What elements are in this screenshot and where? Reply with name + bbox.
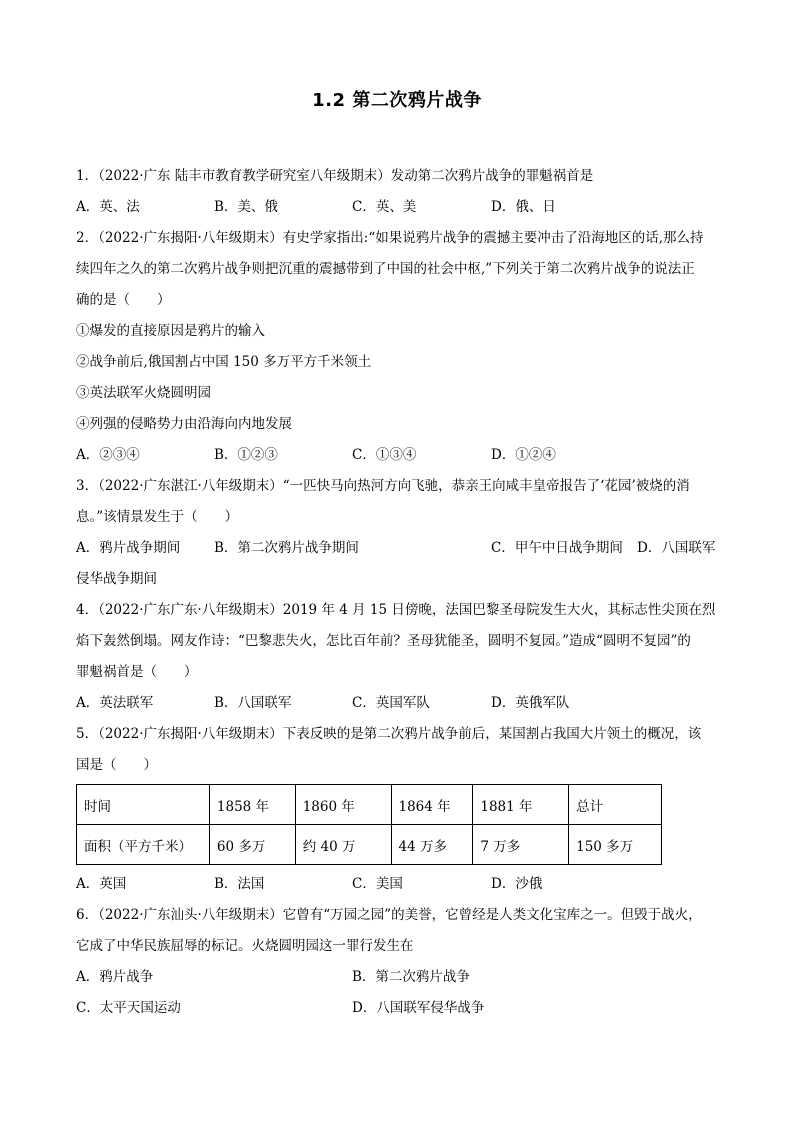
- table-cell: 总计: [569, 785, 662, 825]
- table-row-area: [77, 825, 662, 865]
- question-3-option-d: D．八国联军: [637, 540, 716, 556]
- table-cell: 150 多万: [569, 825, 662, 865]
- table-cell: 1858 年: [209, 785, 295, 825]
- question-3-option-d-continued: 侵华战争期间: [76, 571, 157, 587]
- question-1-option-c: C．英、美: [352, 199, 417, 215]
- question-5-option-a: A．英国: [76, 876, 127, 892]
- question-2-item-1: ①爆发的直接原因是鸦片的输入: [76, 323, 265, 339]
- question-3-option-c: C．甲午中日战争期间: [491, 540, 623, 556]
- question-3-option-b: B．第二次鸦片战争期间: [214, 540, 359, 556]
- question-3-stem-line-2: 息。”该情景发生于（ ）: [76, 509, 239, 525]
- question-2-item-3: ③英法联军火烧圆明园: [76, 385, 211, 401]
- question-6-stem-line-1: 6．（2022·广东汕头·八年级期末）它曾有“万园之园”的美誉，它曾经是人类文化宝库之一。但毁于战火，: [76, 907, 702, 923]
- question-4-option-a: A．英法联军: [76, 695, 154, 711]
- question-1-option-b: B．美、俄: [214, 199, 278, 215]
- question-6-option-c: C．太平天国运动: [76, 1000, 181, 1016]
- question-2-option-b: B．①②③: [214, 447, 278, 463]
- question-5-stem-line-1: 5．（2022·广东揭阳·八年级期末）下表反映的是第二次鸦片战争前后，某国割占我国大片领土的概况，该: [76, 726, 702, 742]
- table-cell: 60 多万: [209, 825, 295, 865]
- table-cell: 1860 年: [295, 785, 391, 825]
- question-5-stem-line-2: 国是（ ）: [76, 757, 157, 773]
- question-4-option-b: B．八国联军: [214, 695, 292, 711]
- question-2-stem-line-1: 2．（2022·广东揭阳·八年级期末）有史学家指出:“如果说鸦片战争的震撼主要冲击了沿海地区的话,那么持: [76, 230, 704, 246]
- question-2-option-c: C．①③④: [352, 447, 417, 463]
- question-6-option-b: B．第二次鸦片战争: [352, 969, 470, 985]
- question-3-stem-line-1: 3．（2022·广东湛江·八年级期末）“一匹快马向热河方向飞驰，恭亲王向咸丰皇帝报告了‘花园’被烧的消: [76, 478, 690, 494]
- page-title: 1.2 第二次鸦片战争: [312, 90, 482, 111]
- table-cell: 时间: [77, 785, 210, 825]
- question-2-option-a: A．②③④: [76, 447, 140, 463]
- question-2-item-2: ②战争前后,俄国割占中国 150 多万平方千米领土: [76, 354, 372, 370]
- question-4-stem-line-3: 罪魁祸首是（ ）: [76, 664, 198, 680]
- question-6-option-d: D．八国联军侵华战争: [352, 1000, 485, 1016]
- question-2-stem-line-3: 确的是（ ）: [76, 292, 171, 308]
- table-row-header: [77, 785, 662, 825]
- question-5-option-b: B．法国: [214, 876, 265, 892]
- table-cell: 面积（平方千米）: [77, 825, 210, 865]
- question-2-option-d: D．①②④: [491, 447, 556, 463]
- question-4-stem-line-2: 焰下轰然倒塌。网友作诗：“巴黎悲失火，怎比百年前？圣母犹能圣，圆明不复园。”造成“圆明不复园”的: [76, 633, 691, 649]
- table-cell: 1881 年: [473, 785, 569, 825]
- table-cell: 44 万多: [391, 825, 473, 865]
- question-6-stem-line-2: 它成了中华民族屈辱的标记。火烧圆明园这一罪行发生在: [76, 938, 414, 954]
- question-2-item-4: ④列强的侵略势力由沿海向内地发展: [76, 416, 292, 432]
- question-2-stem-line-2: 续四年之久的第二次鸦片战争则把沉重的震撼带到了中国的社会中枢,”下列关于第二次鸦片战争的说法正: [76, 261, 695, 277]
- question-5-option-d: D．沙俄: [491, 876, 543, 892]
- question-5-option-c: C．美国: [352, 876, 403, 892]
- question-3-option-a: A．鸦片战争期间: [76, 540, 181, 556]
- question-6-option-a: A．鸦片战争: [76, 969, 154, 985]
- table-cell: 约 40 万: [295, 825, 391, 865]
- territory-table: [76, 784, 662, 865]
- table-cell: 1864 年: [391, 785, 473, 825]
- question-1-option-a: A．英、法: [76, 199, 140, 215]
- question-4-option-d: D．英俄军队: [491, 695, 570, 711]
- question-1-stem: 1．（2022·广东 陆丰市教育教学研究室八年级期末）发动第二次鸦片战争的罪魁祸首是: [76, 168, 594, 184]
- question-4-stem-line-1: 4．（2022·广东广东·八年级期末）2019 年 4 月 15 日傍晚，法国巴黎圣母院发生大火，其标志性尖顶在烈: [76, 602, 716, 618]
- table-cell: 7 万多: [473, 825, 569, 865]
- question-4-option-c: C．英国军队: [352, 695, 430, 711]
- question-1-option-d: D．俄、日: [491, 199, 556, 215]
